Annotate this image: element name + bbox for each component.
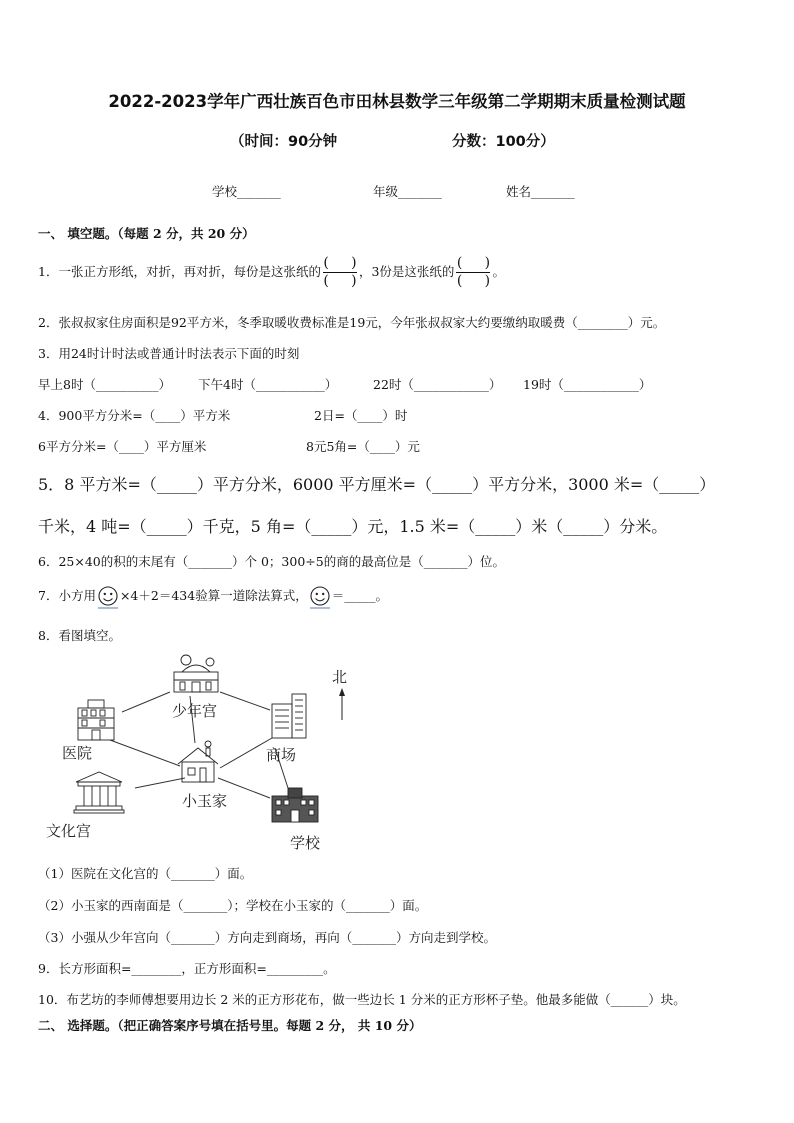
line-hospital-home [110,740,180,766]
q8-subquestion-2: （2）小玉家的西南面是（_______）；学校在小玉家的（_______）面。 [38,898,428,913]
section-2-title: 二、 选择题。（把正确答案序号填在括号里。每题 2 分， 共 10 分） [38,1018,422,1033]
question-2: 2．张叔叔家住房面积是92平方米，冬季取暖收费标准是19元，今年张叔叔家大约要缴纳取暖费（________）元。 [38,315,666,330]
q8-subquestion-1: （1）医院在文化宫的（_______）面。 [38,866,253,881]
house-icon [178,741,218,782]
line-hospital-youth-palace [122,692,170,712]
question-6: 6．25×40的积的末尾有（_______）个 0；300÷5的商的最高位是（_______）位。 [38,554,505,569]
q7-prefix: 7．小方用 [38,588,96,603]
line-youth-palace-mall [220,692,270,710]
school-icon [272,788,318,822]
shopping-mall-icon [272,694,306,738]
fraction-blank-2: $\frac{( )}{( )}$ [456,255,491,289]
smiley-face-icon [308,585,332,609]
question-10: 10．布艺坊的李师傅想要用边长 2 米的正方形花布，做一些边长 1 分米的正方形杯子垫。他最多能做（______）块。 [38,992,686,1007]
q1-mid: ，3份是这张纸的 [358,264,455,279]
q3-item-2: 下午4时（___________） [198,377,338,392]
youth-palace-icon [174,655,218,692]
label-school: 学校 [290,834,321,852]
question-4-a: 4．900平方分米=（____）平方米 [38,408,231,423]
label-youth-palace: 少年宫 [172,702,218,720]
question-8: 8．看图填空。 [38,628,121,643]
question-5-line-2: 千米，4 吨=（_____）千克，5 角=（_____）元，1.5 米=（_____）米（_____）分米。 [38,517,668,536]
question-4-c: 6平方分米=（____）平方厘米 [38,439,207,454]
label-mall: 商场 [266,746,297,764]
hospital-icon [78,700,114,740]
q3-item-4: 19时（____________） [523,377,652,392]
section-1-title: 一、 填空题。（每题 2 分，共 20 分） [38,226,255,241]
question-1 [38,252,505,292]
culture-palace-icon [74,772,124,813]
q1-prefix: 1．一张正方形纸，对折，再对折，每份是这张纸的 [38,264,321,279]
exam-title: 2022-2023学年广西壮族百色市田林县数学三年级第二学期期末质量检测试题 [108,92,686,111]
fraction-blank-1: $\frac{( )}{( )}$ [323,255,357,289]
exam-score: 分数：100分） [452,134,555,150]
grade-field: 年级_______ [373,184,442,199]
question-3: 3．用24时计时法或普通计时法表示下面的时刻 [38,346,300,361]
question-9: 9．长方形面积=________，正方形面积=_________。 [38,961,336,976]
line-home-mall [220,738,272,768]
label-north: 北 [332,668,348,686]
exam-time: （时间：90分钟 [230,134,338,150]
label-hospital: 医院 [62,744,93,762]
q1-suffix: 。 [492,264,505,279]
q3-item-1: 早上8时（__________） [38,377,171,392]
label-culture-palace: 文化宫 [46,822,92,840]
north-arrow-icon [339,688,345,720]
question-4-b: 2日=（____）时 [314,408,408,423]
question-7 [38,584,388,609]
q3-item-3: 22时（____________） [373,377,502,392]
question-5-line-1: 5．8 平方米=（_____）平方分米，6000 平方厘米=（_____）平方分米，3000 米=（_____） [38,475,716,494]
q7-mid: ×4＋2＝434验算一道除法算式， [119,588,308,603]
line-culture-home [135,778,185,788]
q8-subquestion-3: （3）小强从少年宫向（_______）方向走到商场，再向（_______）方向走到学校。 [38,930,496,945]
q7-suffix: ＝_____。 [331,588,388,603]
question-4-d: 8元5角=（____）元 [306,439,420,454]
smiley-face-icon [96,585,120,609]
school-field: 学校_______ [212,184,281,199]
label-home: 小玉家 [182,792,228,810]
name-field: 姓名_______ [506,184,575,199]
